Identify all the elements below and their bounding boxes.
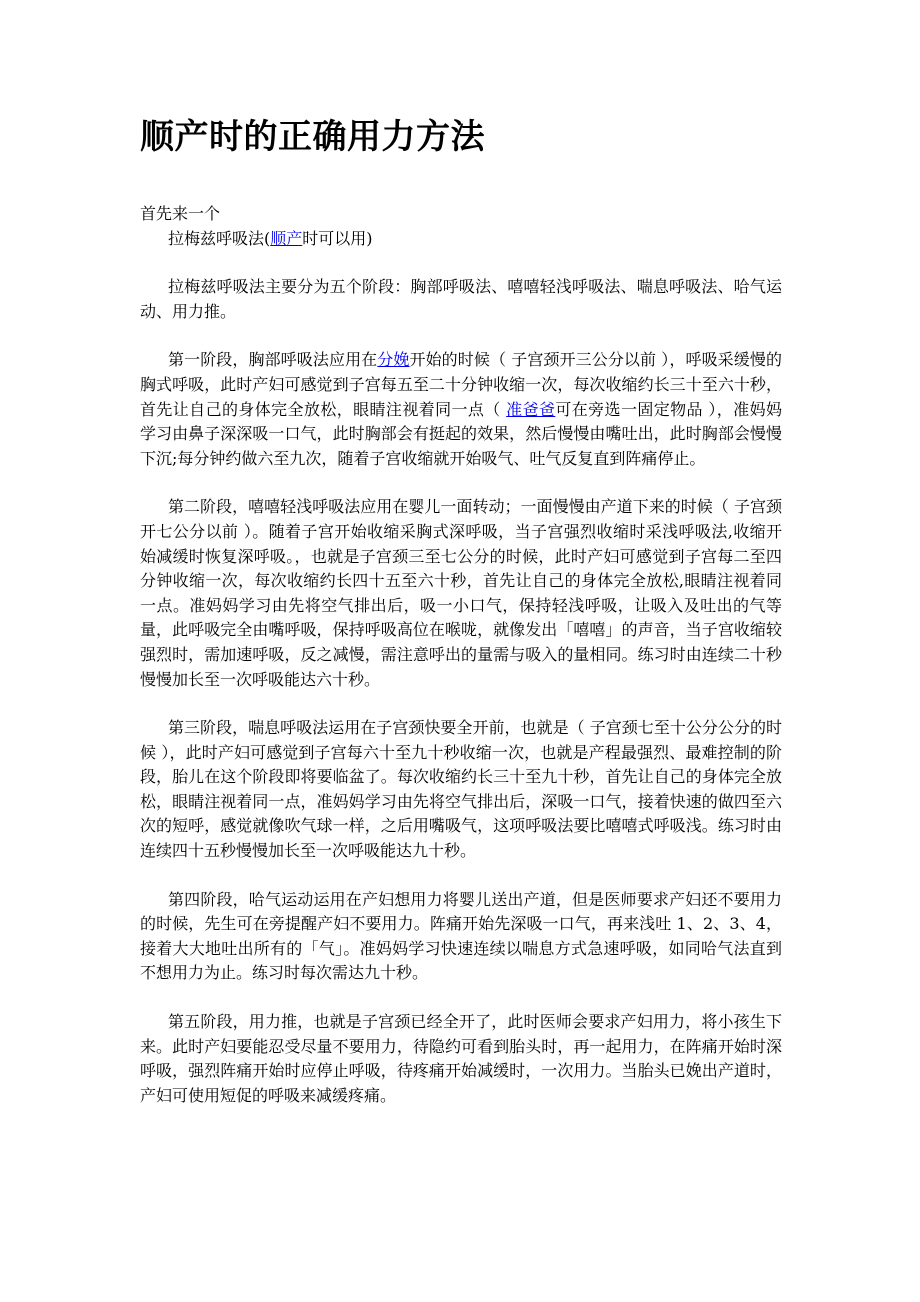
paragraph-stage-2: 第二阶段，嘻嘻轻浅呼吸法应用在婴儿一面转动；一面慢慢由产道下来的时候（ 子宫颈开七公分以前 ）。随着子宫开始收缩采胸式深呼吸，当子宫强烈收缩时采浅呼吸法,收缩开始减缓时恢复深呼吸。，也就是子宫颈三至七公分的时候，此时产妇可感觉到子宫每二至四分钟收缩一次，每次收缩约长四十五至六十秒，首先让自己的身体完全放松,眼睛注视着同一点。准妈妈学习由先将空气排出后，吸一小口气，保持轻浅呼吸，让吸入及吐出的气等量，此呼吸完全由嘴呼吸，保持呼吸高位在喉咙，就像发出「嘻嘻」的声音，当子宫收缩较强烈时，需加速呼吸，反之减慢，需注意呼出的量需与吸入的量相同。练习时由连续二十秒慢慢加长至一次呼吸能达六十秒。 — [140, 497, 782, 689]
intro-line-2 — [140, 227, 782, 252]
link-shunchan[interactable]: 顺产 — [270, 228, 303, 248]
paragraph-stage-5: 第五阶段，用力推，也就是子宫颈已经全开了，此时医师会要求产妇用力，将小孩生下来。此时产妇要能忍受尽量不要用力，待隐约可看到胎头时，再一起用力，在阵痛开始时深呼吸，强烈阵痛开始时应停止呼吸，待疼痛开始减缓时，一次用力。当胎头已娩出产道时，产妇可使用短促的呼吸来减缓疼痛。 — [140, 1012, 782, 1105]
stage1-text-2: 开始的时候（ 子宫颈开三公分以前 ），呼吸采缓慢的胸式呼吸，此时产妇可感觉到子宫每五至二十分钟收缩一次，每次收缩约长三十至六十秒，首先让自己的身体完全放松，眼睛注视着同一点（ — [140, 350, 782, 419]
page-title: 顺产时的正确用力方法 — [140, 117, 485, 157]
spacer — [140, 251, 782, 275]
intro-prefix: 拉梅兹呼吸法( — [168, 228, 271, 248]
article-body — [140, 202, 782, 1132]
stage1-text-1: 第一阶段，胸部呼吸法应用在 — [168, 350, 378, 370]
link-fenmian[interactable]: 分娩 — [377, 350, 410, 370]
paragraph-stage-4: 第四阶段，哈气运动运用在产妇想用力将婴儿送出产道，但是医师要求产妇还不要用力的时候，先生可在旁提醒产妇不要用力。阵痛开始先深吸一口气，再来浅吐 1、2、3、4，接着大大地吐出所有的「气」。准妈妈学习快速连续以喘息方式急速呼吸，如同哈气法直到不想用力为止。练习时每次需达九十秒。 — [140, 889, 782, 983]
intro-line-1: 首先来一个 — [140, 204, 221, 223]
paragraph-stage-1 — [140, 348, 782, 471]
link-zhunbaba[interactable]: 准爸爸 — [506, 399, 556, 419]
paragraph-overview: 拉梅兹呼吸法主要分为五个阶段：胸部呼吸法、嘻嘻轻浅呼吸法、喘息呼吸法、哈气运动、用力推。 — [140, 277, 782, 321]
paragraph-stage-3: 第三阶段，喘息呼吸法运用在子宫颈快要全开前，也就是（ 子宫颈七至十公分公分的时候 ），此时产妇可感觉到子宫每六十至九十秒收缩一次，也就是产程最强烈、最难控制的阶段，胎儿在这个阶段即将要临盆了。每次收缩约长三十至九十秒，首先让自己的身体完全放松，眼睛注视着同一点，准妈妈学习由先将空气排出后，深吸一口气，接着快速的做四至六次的短呼，感觉就像吹气球一样，之后用嘴吸气，这项呼吸法要比嘻嘻式呼吸浅。练习时由连续四十五秒慢慢加长至一次呼吸能达九十秒。 — [140, 718, 782, 861]
stage1-text-3: 可在旁选一固定物品 ），准妈妈学习由鼻子深深吸一口气，此时胸部会有挺起的效果，然后慢慢由嘴吐出，此时胸部会慢慢下沉;每分钟约做六至九次，随着子宫收缩就开始吸气、吐气反复直到阵痛停止。 — [140, 399, 782, 468]
intro-suffix: 时可以用) — [302, 228, 373, 248]
